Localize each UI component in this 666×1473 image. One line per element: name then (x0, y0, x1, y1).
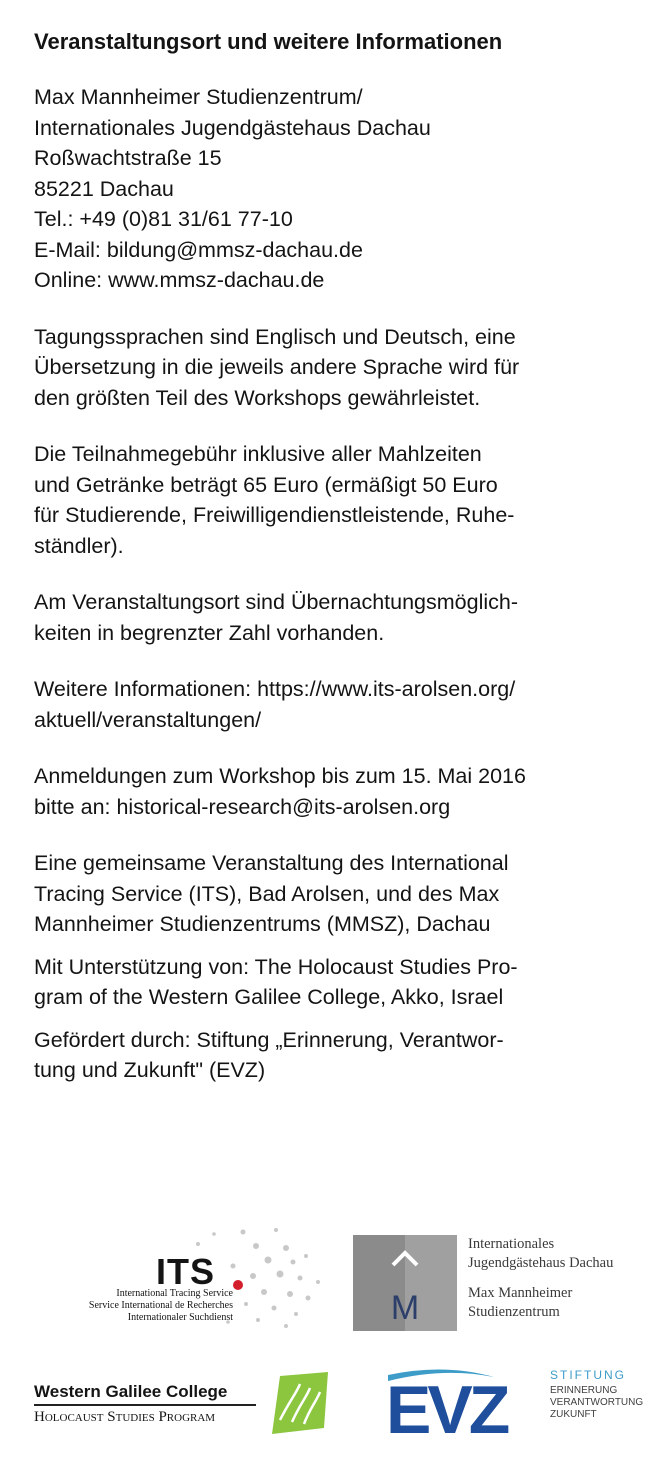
its-subtitle-line: Service International de Recherches (88, 1300, 233, 1311)
wgc-name: Western Galilee College (34, 1382, 228, 1401)
website-line: Online: www.mmsz-dachau.de (34, 268, 325, 292)
its-subtitle (89, 1288, 233, 1324)
text-line: Mit Unterstützung von: The Holocaust Studies Pro- (34, 954, 518, 979)
text-line: ständler). (34, 533, 124, 558)
evz-mark-graphic (384, 1367, 546, 1439)
text-line: für Studierende, Freiwilligendienstleistende, Ruhe- (34, 503, 515, 527)
mmsz-logo (353, 1235, 653, 1335)
evz-word: VERANTWORTUNG (550, 1397, 644, 1408)
email-line: E-Mail: bildung@mmsz-dachau.de (34, 237, 363, 262)
funding-paragraph (34, 1025, 634, 1086)
mmsz-text-line: Internationales (468, 1236, 555, 1252)
info-section (34, 28, 634, 1098)
address-line: 85221 Dachau (34, 176, 174, 201)
svg-text:M: M (390, 1289, 420, 1327)
text-line: den größten Teil des Workshops gewährleistet. (34, 385, 481, 410)
text-line: und Getränke beträgt 65 Euro (ermäßigt 50 Euro (34, 472, 498, 497)
address-line: Roßwachtstraße 15 (34, 146, 222, 170)
text-line: Mannheimer Studienzentrums (MMSZ), Dachau (34, 912, 491, 936)
text-line: Tracing Service (ITS), Bad Arolsen, und des Max (34, 881, 500, 906)
section-heading: Veranstaltungsort und weitere Informationen (34, 29, 503, 54)
address-block (34, 82, 634, 296)
text-line: bitte an: historical-research@its-arolsen.org (34, 794, 451, 819)
support-paragraph (34, 952, 634, 1013)
wgc-leaf-icon (266, 1370, 332, 1436)
wgc-program: Holocaust Studies Program (34, 1409, 216, 1425)
its-logo (28, 1222, 328, 1342)
mmsz-logo-mark (353, 1235, 457, 1331)
text-line: keiten in begrenzter Zahl vorhanden. (34, 620, 385, 645)
address-line: Internationales Jugendgästehaus Dachau (34, 115, 431, 140)
text-line: Am Veranstaltungsort sind Übernachtungsmöglich- (34, 590, 519, 614)
evz-stiftung: STIFTUNG (550, 1368, 626, 1382)
registration-paragraph (34, 761, 634, 822)
text-line: gram of the Western Galilee College, Akko, Israel (34, 985, 504, 1009)
evz-words (550, 1385, 643, 1421)
phone-line: Tel.: +49 (0)81 31/61 77-10 (34, 207, 293, 231)
text-line: Eine gemeinsame Veranstaltung des International (34, 851, 509, 875)
mmsz-text-line: Jugendgästehaus Dachau (468, 1255, 614, 1271)
text-line: Die Teilnahmegebühr inklusive aller Mahlzeiten (34, 442, 482, 466)
text-line: Tagungssprachen sind Englisch und Deutsch, eine (34, 324, 516, 349)
mmsz-text-line: Max Mannheimer (468, 1285, 573, 1301)
text-line: aktuell/veranstaltungen/ (34, 707, 262, 732)
organizers-paragraph (34, 848, 634, 940)
wgc-divider (34, 1404, 256, 1406)
mmsz-text-line: Studienzentrum (468, 1304, 560, 1320)
text-line: Übersetzung in die jeweils andere Sprache wird für (34, 355, 520, 379)
its-wordmark: ITS (156, 1251, 216, 1292)
fee-paragraph (34, 439, 634, 561)
evz-word: ERINNERUNG (550, 1385, 618, 1396)
evz-logo (384, 1365, 664, 1440)
languages-paragraph (34, 322, 634, 414)
its-subtitle-line: International Tracing Service (116, 1288, 233, 1299)
its-red-dot (233, 1280, 243, 1290)
its-subtitle-line: Internationaler Suchdienst (127, 1312, 233, 1323)
mmsz-logo-text (468, 1235, 613, 1322)
evz-word: ZUKUNFT (550, 1409, 597, 1420)
evz-wordmark: EVZ (386, 1372, 507, 1439)
text-line: Weitere Informationen: https://www.its-arolsen.org/ (34, 677, 516, 701)
western-galilee-logo (34, 1370, 334, 1440)
more-info-paragraph (34, 674, 634, 735)
accommodation-paragraph (34, 587, 634, 648)
text-line: Anmeldungen zum Workshop bis zum 15. Mai 2016 (34, 764, 526, 788)
text-line: tung und Zukunft" (EVZ) (34, 1058, 266, 1082)
address-line: Max Mannheimer Studienzentrum/ (34, 85, 363, 109)
text-line: Gefördert durch: Stiftung „Erinnerung, Verantwor- (34, 1027, 504, 1052)
